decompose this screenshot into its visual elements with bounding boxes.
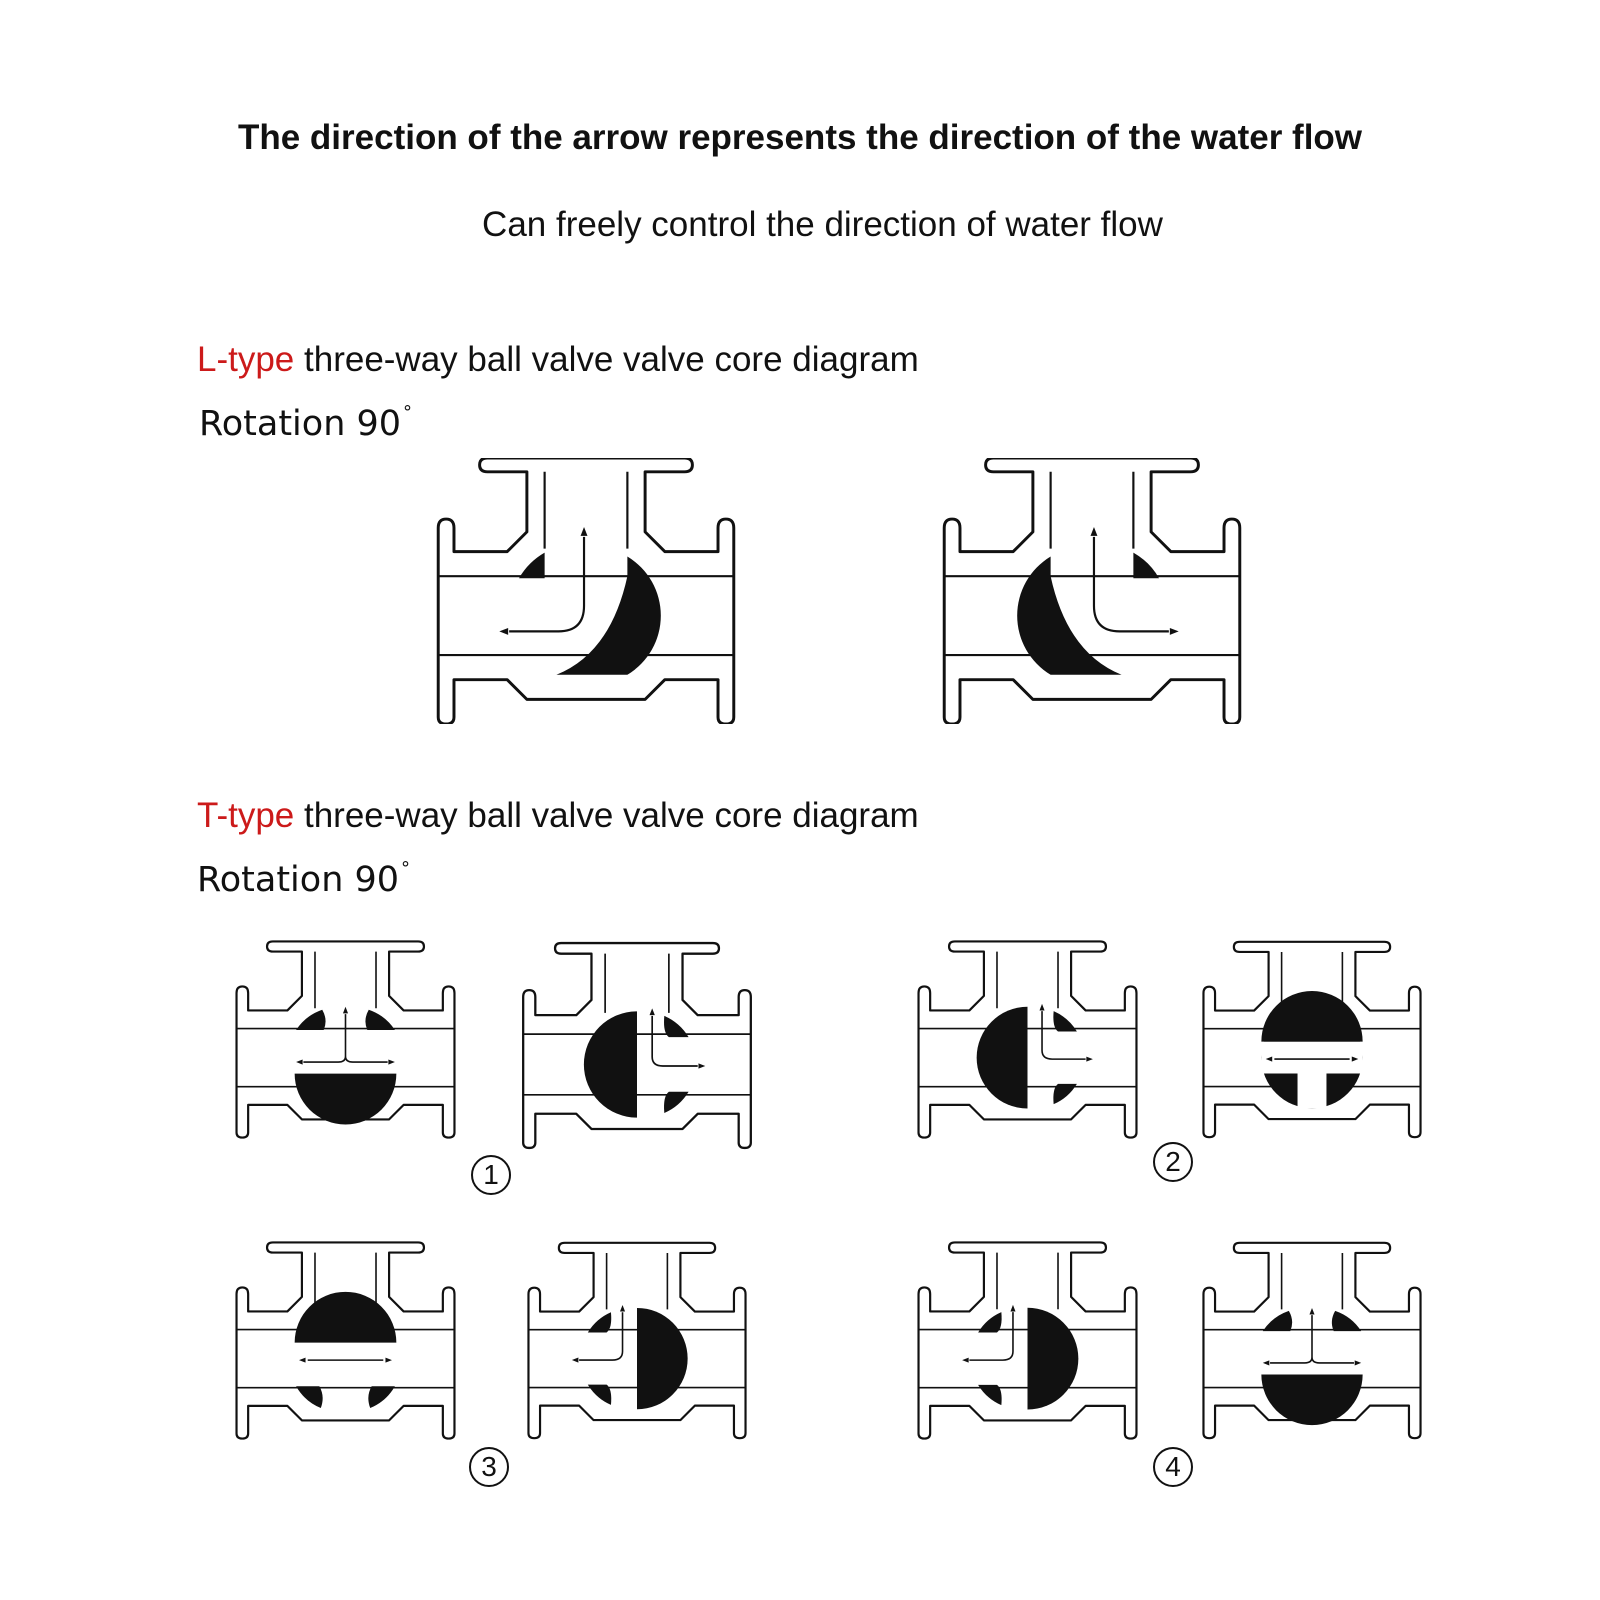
t-type-rotation-label [197,860,410,900]
ball-bore [1298,1074,1327,1109]
l-valve-diagram-2 [910,458,1274,724]
l-valve-diagram-1 [418,458,754,724]
t-rotation-text: Rotation 90 [197,860,400,900]
ball-bore [1261,1042,1362,1074]
valve-body [438,458,734,724]
valve-body [944,458,1240,724]
l-type-rotation-label [199,404,412,444]
t-degree-mark: ° [401,858,411,879]
position-label-3: 3 [469,1447,509,1487]
position-label-2: 2 [1153,1142,1193,1182]
t-valve-3b [514,1237,760,1444]
t-valve-2b [1189,937,1435,1142]
l-rotation-text: Rotation 90 [199,404,402,444]
subheadline: Can freely control the direction of water flow [482,205,1163,244]
headline: The direction of the arrow represents the direction of the water flow [237,118,1363,157]
t-valve-3a [222,1237,469,1444]
l-type-label: L-type [197,340,295,379]
valve-ball [1261,991,1362,1108]
t-valve-1b [508,937,766,1154]
l-type-title-rest: three-way ball valve valve core diagram [294,340,919,379]
l-type-section-title [197,340,919,380]
t-valve-1a [222,937,469,1142]
t-valve-2a [904,937,1151,1142]
position-label-1: 1 [471,1155,511,1195]
t-type-label: T-type [197,796,295,835]
l-degree-mark: ° [403,402,413,423]
t-type-section-title [197,796,919,836]
t-type-title-rest: three-way ball valve valve core diagram [294,796,919,835]
position-label-4: 4 [1153,1447,1193,1487]
t-valve-4b [1189,1237,1435,1444]
t-valve-4a [904,1237,1151,1444]
